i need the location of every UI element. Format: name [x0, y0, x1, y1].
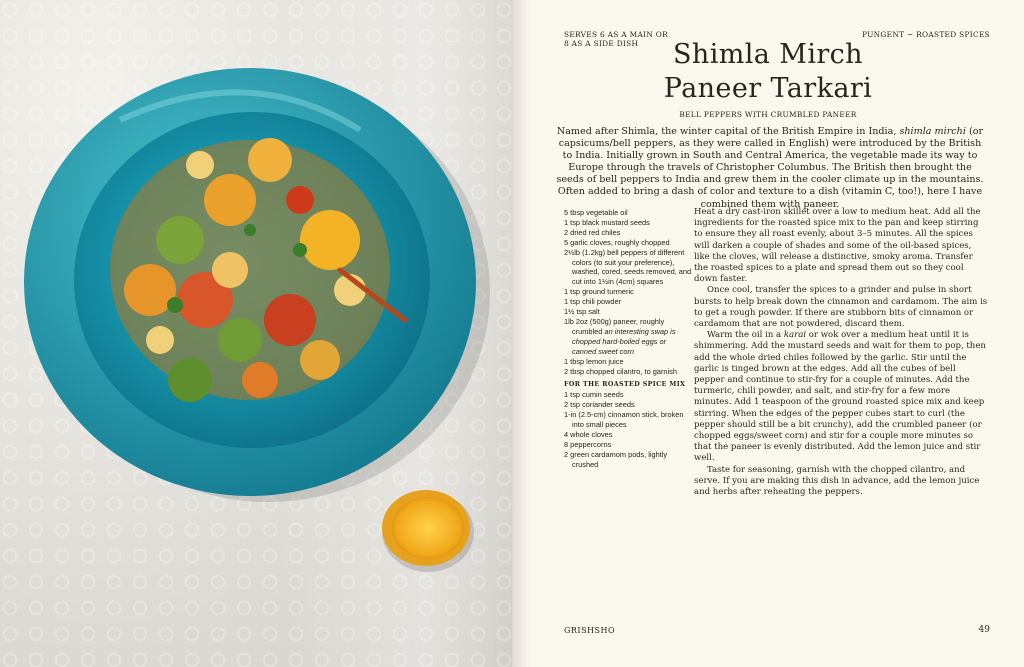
spice-mix-heading: FOR THE ROASTED SPICE MIX: [564, 381, 686, 389]
method-paragraph: Taste for seasoning, garnish with the chopped cilantro, and serve. If you are making this dish in advance, add the lemon juice and herbs after reheating the peppers.: [694, 464, 980, 498]
page-number: 49: [978, 625, 990, 635]
ingredient-item: 5 tbsp vegetable oil: [564, 208, 628, 217]
spice-item: 8 peppercorns: [564, 439, 612, 449]
intro-paragraph: Named after Shimla, the winter capital of the British Empire in India, shimla mirchi (or capsicums/bell peppers, as they were called in English) were introduced by the British to India. Initially grown in South and Central America, the vegetable made its way to Europe through the travels of Christopher Columbus. The British then brought the seeds of bell peppers to India and grew them in the cooler climate up in the mountains. Often added to bring a dash of color and texture to a dish (vitamin C, too!), here I have combined them with paneer.: [556, 126, 984, 210]
title-line-1: Shimla Mirch: [673, 39, 863, 70]
ingredients-list: [564, 208, 692, 470]
spice-item: 2 green cardamom pods, lightly crushed: [564, 449, 668, 469]
ingredient-item: 5 garlic cloves, roughly chopped: [564, 237, 670, 247]
method-paragraph: Heat a dry cast-iron skillet over a low to medium heat. Add all the ingredients for the roasted spice mix to the pan and keep stirring to ensure they all roast evenly, about 3–5 minutes. All the spices will darken a couple of shades and some of the oil-based spices, like the cloves, will release a distinctive, smoky aroma. Transfer the roasted spices to a plate and spread them out so they cool down faster.: [694, 207, 981, 285]
method-text: [694, 207, 988, 498]
serves-label: SERVES 6 AS A MAIN OR 8 AS A SIDE DISH: [564, 30, 668, 48]
title-line-2: Paneer Tarkari: [663, 73, 873, 104]
running-footer: GRISHSHO: [564, 626, 616, 635]
ingredient-item: 2½lb (1.2kg) bell peppers of different colors (to suit your preference), washed, cored, seeds removed, and cut into 1½in (4cm) squares: [564, 247, 692, 287]
spice-item: 1 tsp cumin seeds: [564, 390, 624, 400]
ingredient-item: 1 tsp chili powder: [564, 297, 622, 307]
recipe-subtitle: BELL PEPPERS WITH CRUMBLED PANEER: [679, 110, 857, 119]
recipe-title: [512, 38, 1024, 106]
spice-item: 1-in (2.5-cm) cinnamon stick, broken into small pieces: [564, 410, 684, 430]
category-label: PUNGENT ~ ROASTED SPICES: [861, 30, 990, 39]
ingredient-item: 1½ tsp salt: [564, 307, 600, 317]
ingredient-item-paneer: 1lb 2oz (500g) paneer, roughly crumbled an interesting swap is chopped hard-boiled eggs or canned sweet corn: [564, 316, 676, 356]
spice-item: 2 tsp coriander seeds: [564, 400, 635, 410]
method-paragraph: Once cool, transfer the spices to a grinder and pulse in short bursts to help break down the cinnamon and cardamom. The aim is to get a rough powder. If there are stubborn bits of cinnamon or cardamom that are not powdered, discard them.: [694, 285, 988, 330]
ingredient-item: 1 tsp black mustard seeds: [564, 217, 650, 227]
ingredient-item: 1 tsp ground turmeric: [564, 287, 634, 297]
recipe-page: [512, 0, 1024, 667]
ingredient-item: 2 tbsp chopped cilantro, to garnish: [564, 366, 677, 376]
spice-item: 4 whole cloves: [564, 429, 613, 439]
method-paragraph: Warm the oil in a karai or wok over a medium heat until it is shimmering. Add the mustard seeds and wait for them to pop, then add the whole dried chiles followed by the garlic. Stir until the garlic is tinged brown at the edges. Add all the cubes of bell pepper and continue to stir-fry for a couple of minutes. Add the turmeric, chili powder, and salt, and stir-fry for a few more minutes. Add 1 teaspoon of the ground roasted spice mix and keep stirring. When the edges of the pepper cubes start to curl (the pepper should still be a bit crunchy), add the crumbled paneer (or chopped eggs/sweet corn) and stir for a couple more minutes so that the paneer is evenly distributed. Add the lemon juice and stir well.: [694, 330, 986, 464]
ingredient-item: 2 dried red chiles: [564, 227, 621, 237]
ingredient-item: 1 tbsp lemon juice: [564, 356, 624, 366]
